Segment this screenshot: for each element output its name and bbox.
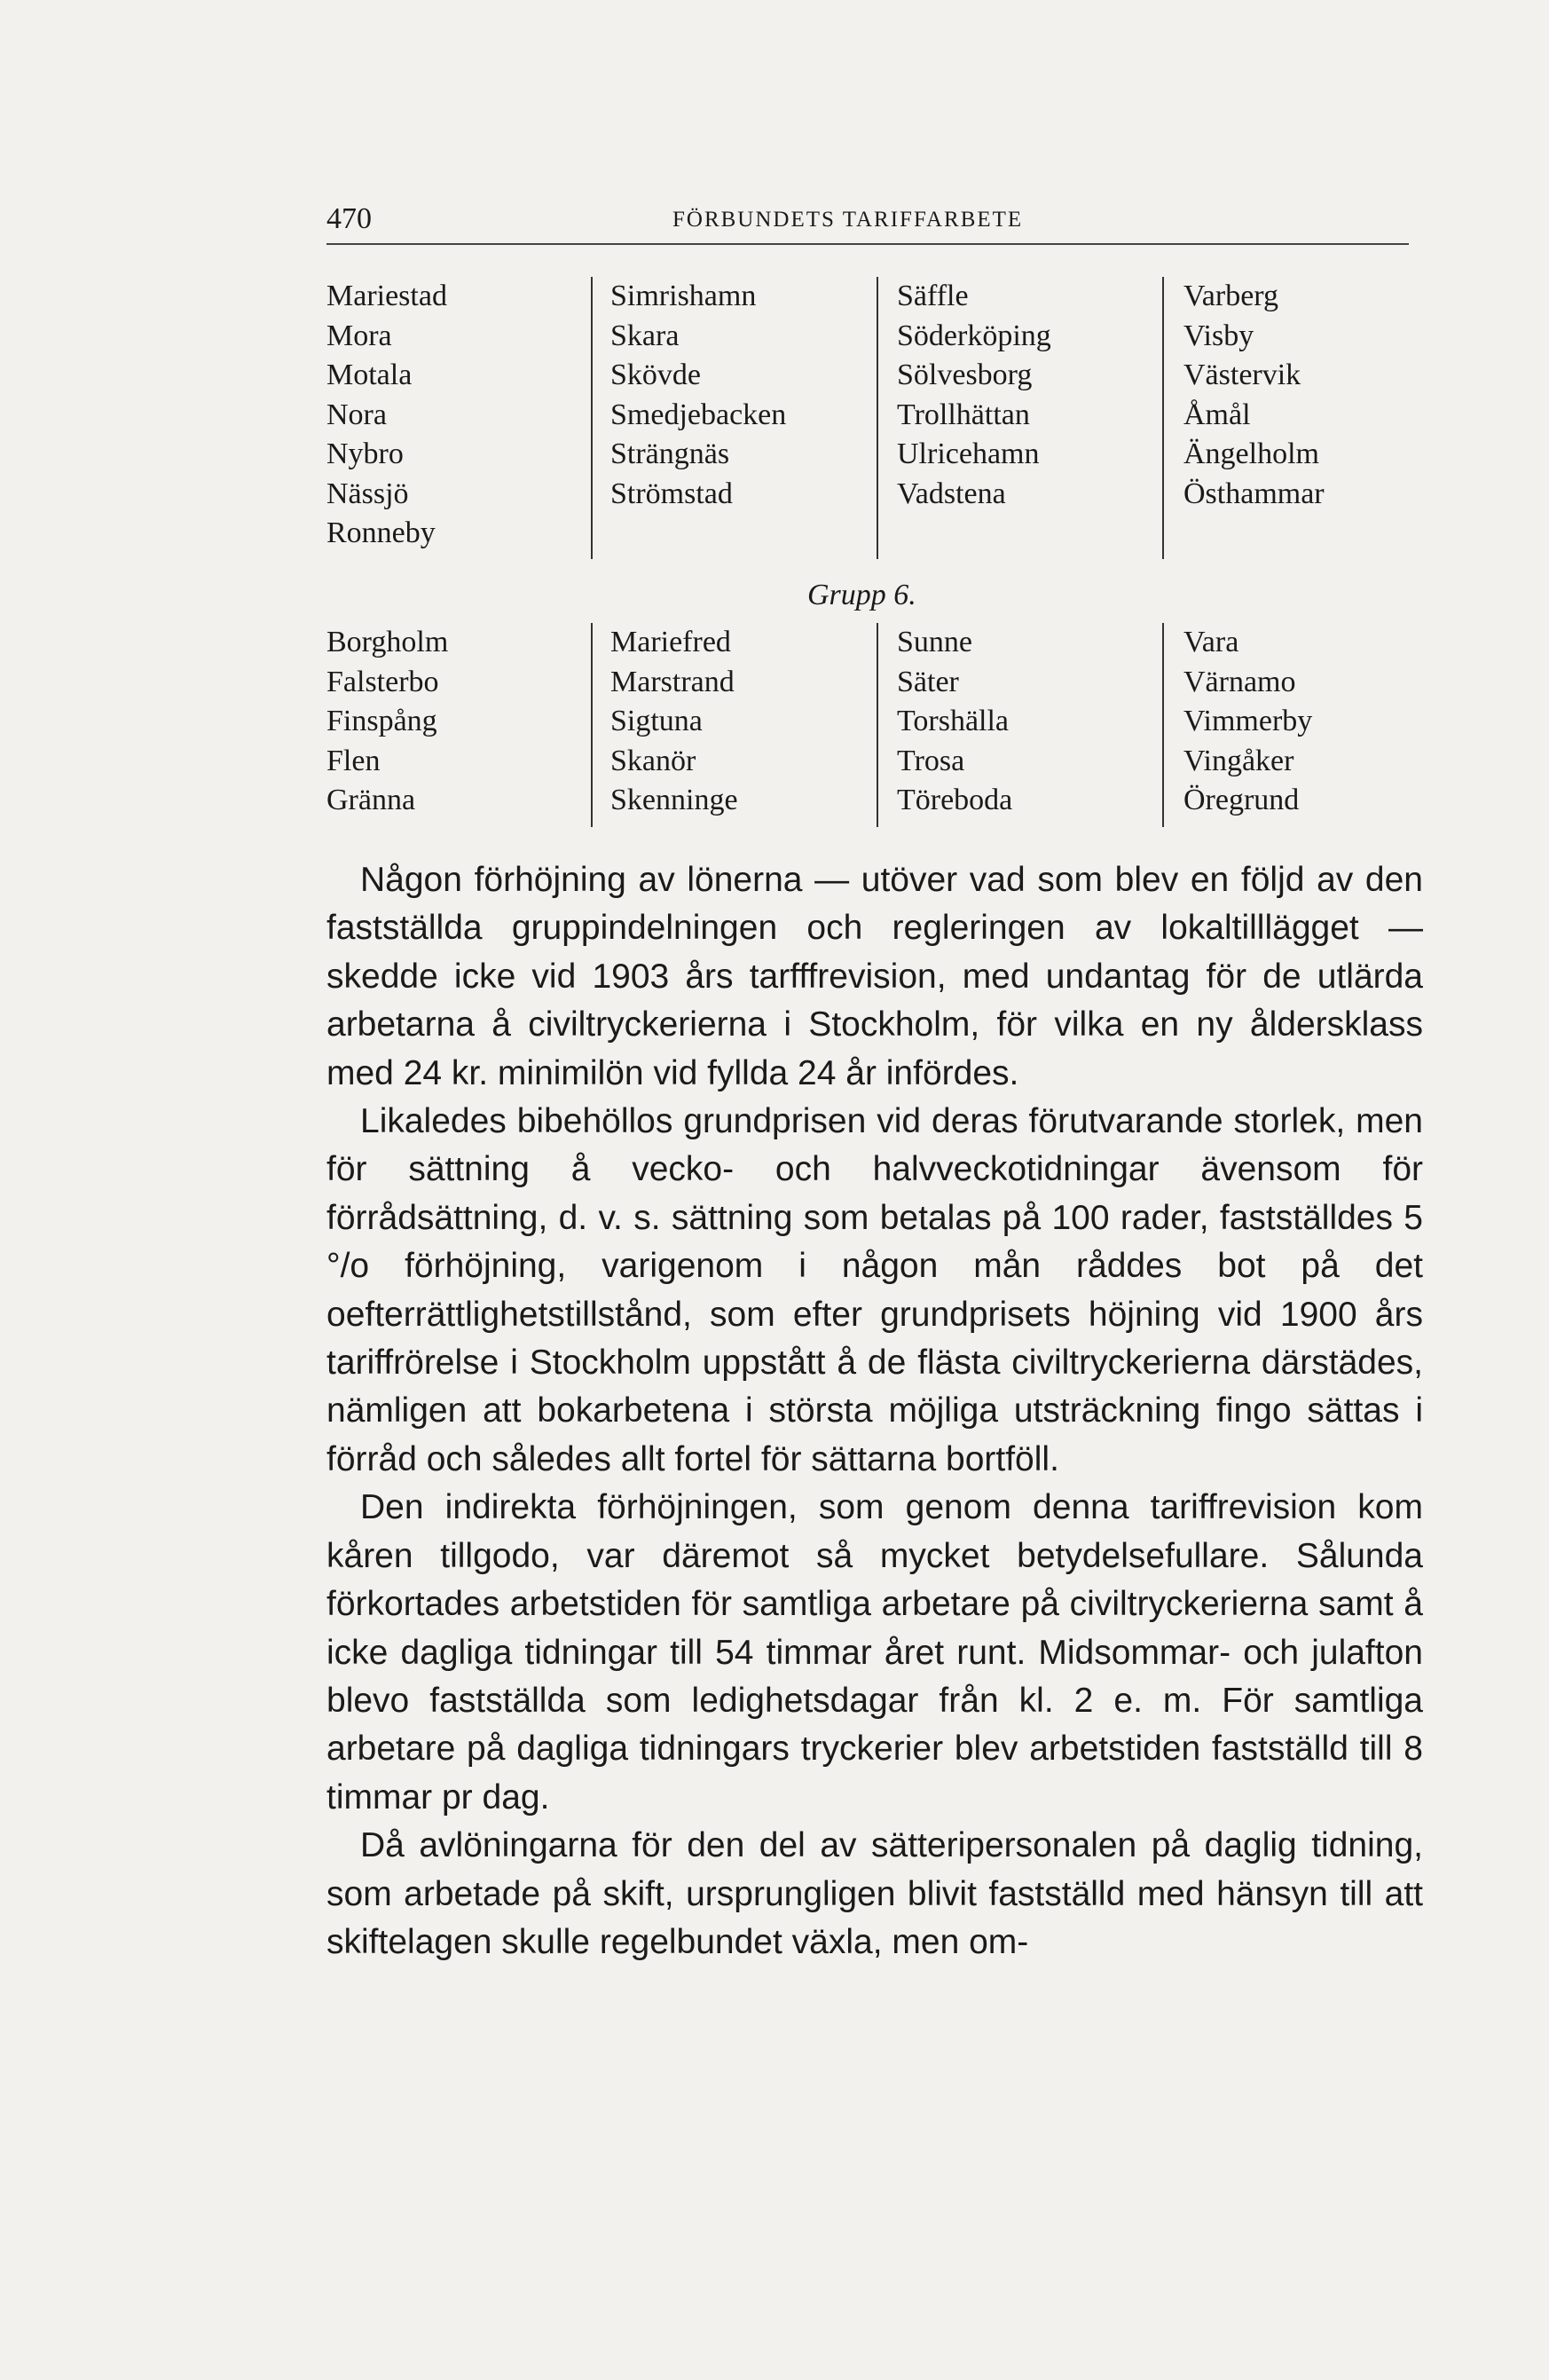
column-divider — [591, 623, 593, 827]
column-divider — [1162, 623, 1164, 827]
town-name: Varberg — [1183, 280, 1278, 312]
column-divider — [877, 277, 878, 559]
town-name: Töreboda — [897, 784, 1013, 816]
town-name: Västervik — [1183, 359, 1301, 391]
town-column-2 — [610, 623, 738, 821]
town-name: Östhammar — [1183, 477, 1325, 510]
town-name: Ronneby — [326, 516, 436, 549]
town-name: Vingåker — [1183, 744, 1294, 777]
town-name: Nässjö — [326, 477, 409, 510]
town-name: Mora — [326, 319, 392, 352]
town-name: Trosa — [897, 744, 965, 777]
page-header — [326, 202, 1409, 245]
paragraph: Någon förhöjning av lönerna — utöver vad som blev en följd av den fastställda gruppindelningen och regleringen av lokaltilllägget — skedde icke vid 1903 års tarfffrevision, med undantag för de utlärda arbetarna å civiltryckerierna i Stockholm, för vilka en ny åldersklass med 24 kr. minimilön vid fyllda 24 år infördes. — [326, 861, 1423, 1092]
town-column-1 — [326, 623, 448, 821]
paragraph: Likaledes bibehöllos grundprisen vid deras förutvarande storlek, men för sättning å vecko- och halvveckotidningar ävensom för förrådsättning, d. v. s. sättning som betalas på 100 rader, fastställdes 5 °/o förhöjning, varigenom i någon mån råddes bot på det oefterrättlighetstillstånd, som efter grundprisets höjning vid 1900 års tariffrörelse i Stockholm uppstått å de flästa civiltryckerierna därstädes, nämligen att bokarbetena i största möjliga utsträckning fingo sättas i förråd och således allt fortel för sättarna bortföll. — [326, 1102, 1423, 1478]
town-column-1 — [326, 277, 447, 554]
town-name: Borgholm — [326, 626, 449, 658]
town-name: Strängnäs — [610, 437, 730, 470]
group-heading: Grupp 6. — [807, 579, 916, 611]
town-name: Säter — [897, 665, 959, 698]
town-name: Vadstena — [897, 477, 1006, 510]
town-name: Torshälla — [897, 705, 1010, 737]
town-name: Motala — [326, 359, 413, 391]
town-column-4 — [1183, 277, 1325, 514]
town-name: Visby — [1183, 319, 1254, 352]
town-name: Söderköping — [897, 319, 1051, 352]
paragraph: Då avlöningarna för den del av sätteripersonalen på daglig tidning, som arbetade på skift, ursprungligen blivit fastställd med hänsyn till att skiftelagen skulle regelbundet växla, men om- — [326, 1826, 1423, 1961]
town-name: Nora — [326, 398, 387, 431]
town-name: Skara — [610, 319, 680, 352]
page-number: 470 — [326, 202, 372, 235]
town-name: Flen — [326, 744, 381, 777]
town-name: Skanör — [610, 744, 696, 777]
town-column-2 — [610, 277, 786, 514]
town-name: Nybro — [326, 437, 404, 470]
town-name: Sölvesborg — [897, 359, 1033, 391]
body-text — [326, 856, 1423, 1966]
town-name: Värnamo — [1183, 665, 1296, 698]
column-divider — [877, 623, 878, 827]
town-name: Strömstad — [610, 477, 733, 510]
town-name: Marstrand — [610, 665, 735, 698]
town-name: Öregrund — [1183, 784, 1300, 816]
column-divider — [1162, 277, 1164, 559]
town-name: Ängelholm — [1183, 437, 1319, 470]
town-name: Gränna — [326, 784, 416, 816]
town-name: Mariestad — [326, 280, 447, 312]
town-name: Sigtuna — [610, 705, 703, 737]
town-column-3 — [897, 277, 1051, 514]
town-name: Finspång — [326, 705, 437, 737]
paragraph: Den indirekta förhöjningen, som genom denna tariffrevision kom kåren tillgodo, var däremot så mycket betydelsefullare. Sålunda förkortades arbetstiden för samtliga arbetare på civiltryckerierna samt å icke dagliga tidningar till 54 timmar året runt. Midsommar- och julafton blevo fastställda som ledighetsdagar från kl. 2 e. m. För samtliga arbetare på dagliga tidningars tryckerier blev arbetstiden fastställd till 8 timmar pr dag. — [326, 1488, 1423, 1817]
town-table-group-5 — [326, 277, 1409, 561]
town-name: Skövde — [610, 359, 701, 391]
town-name: Åmål — [1183, 398, 1251, 431]
column-divider — [591, 277, 593, 559]
town-name: Simrishamn — [610, 280, 757, 312]
town-name: Vimmerby — [1183, 705, 1313, 737]
town-column-3 — [897, 623, 1012, 821]
running-title: FÖRBUNDETS TARIFFARBETE — [672, 208, 1024, 232]
town-name: Trollhättan — [897, 398, 1030, 431]
town-name: Vara — [1183, 626, 1239, 658]
town-name: Skenninge — [610, 784, 738, 816]
town-column-4 — [1183, 623, 1312, 821]
town-name: Sunne — [897, 626, 972, 658]
town-table-group-6 — [326, 623, 1409, 831]
town-name: Falsterbo — [326, 665, 439, 698]
town-name: Smedjebacken — [610, 398, 787, 431]
town-name: Mariefred — [610, 626, 731, 658]
town-name: Säffle — [897, 280, 969, 312]
town-name: Ulricehamn — [897, 437, 1040, 470]
